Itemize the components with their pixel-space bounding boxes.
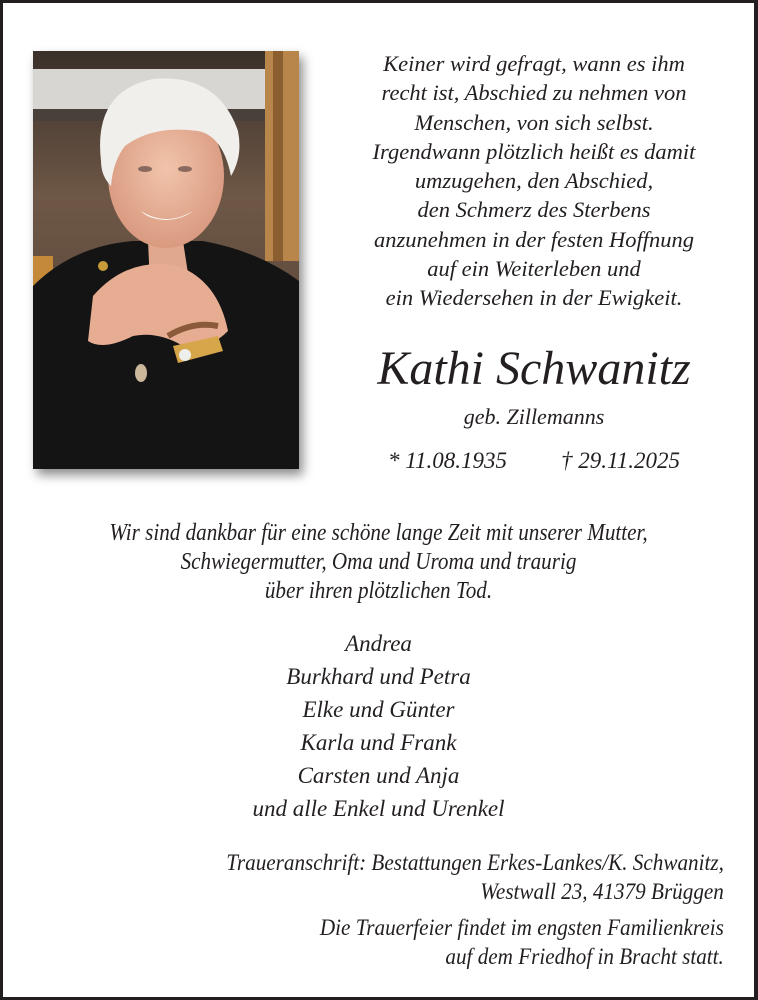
address-line: Westwall 23, 41379 Brüggen xyxy=(480,879,724,905)
birth-date: * 11.08.1935 xyxy=(387,448,507,473)
poem-line: anzunehmen in der festen Hoffnung xyxy=(374,226,694,252)
portrait-photo xyxy=(33,51,299,469)
poem-line: Menschen, von sich selbst. xyxy=(414,109,654,135)
portrait-image xyxy=(33,51,299,469)
poem-line: auf ein Weiterleben und xyxy=(427,256,641,282)
family-member: Andrea xyxy=(345,631,412,656)
mourning-address xyxy=(226,849,724,907)
obituary-page xyxy=(3,3,754,997)
life-dates xyxy=(321,446,747,476)
birth-name: geb. Zillemanns xyxy=(463,404,605,429)
memorial-poem xyxy=(321,49,747,313)
family-member: und alle Enkel und Urenkel xyxy=(252,796,505,821)
poem-line: recht ist, Abschied zu nehmen von xyxy=(381,80,687,106)
thanks-line: Wir sind dankbar für eine schöne lange Zeit mit unserer Mutter, xyxy=(109,520,648,546)
poem-line: den Schmerz des Sterbens xyxy=(417,197,651,223)
death-date: † 29.11.2025 xyxy=(561,448,681,473)
deceased-name: Kathi Schwanitz xyxy=(377,342,691,395)
address-line: Traueranschrift: Bestattungen Erkes-Lankes/K. Schwanitz, xyxy=(226,850,724,876)
family-member: Elke und Günter xyxy=(302,697,455,722)
family-member: Burkhard und Petra xyxy=(286,664,471,689)
family-member: Karla und Frank xyxy=(300,730,457,755)
ceremony-line: Die Trauerfeier findet im engsten Familienkreis xyxy=(320,915,724,941)
poem-line: umzugehen, den Abschied, xyxy=(414,168,654,194)
thanks-line: über ihren plötzlichen Tod. xyxy=(264,578,493,604)
family-member: Carsten und Anja xyxy=(297,763,460,788)
ceremony-note xyxy=(320,914,724,972)
thanks-text xyxy=(48,519,709,606)
poem-line: Keiner wird gefragt, wann es ihm xyxy=(383,51,685,76)
poem-line: ein Wiedersehen in der Ewigkeit. xyxy=(385,285,683,311)
poem-line: Irgendwann plötzlich heißt es damit xyxy=(372,138,696,164)
ceremony-line: auf dem Friedhof in Bracht statt. xyxy=(445,944,724,970)
thanks-line: Schwiegermutter, Oma und Uroma und traurig xyxy=(180,549,577,575)
family-list xyxy=(3,627,754,825)
